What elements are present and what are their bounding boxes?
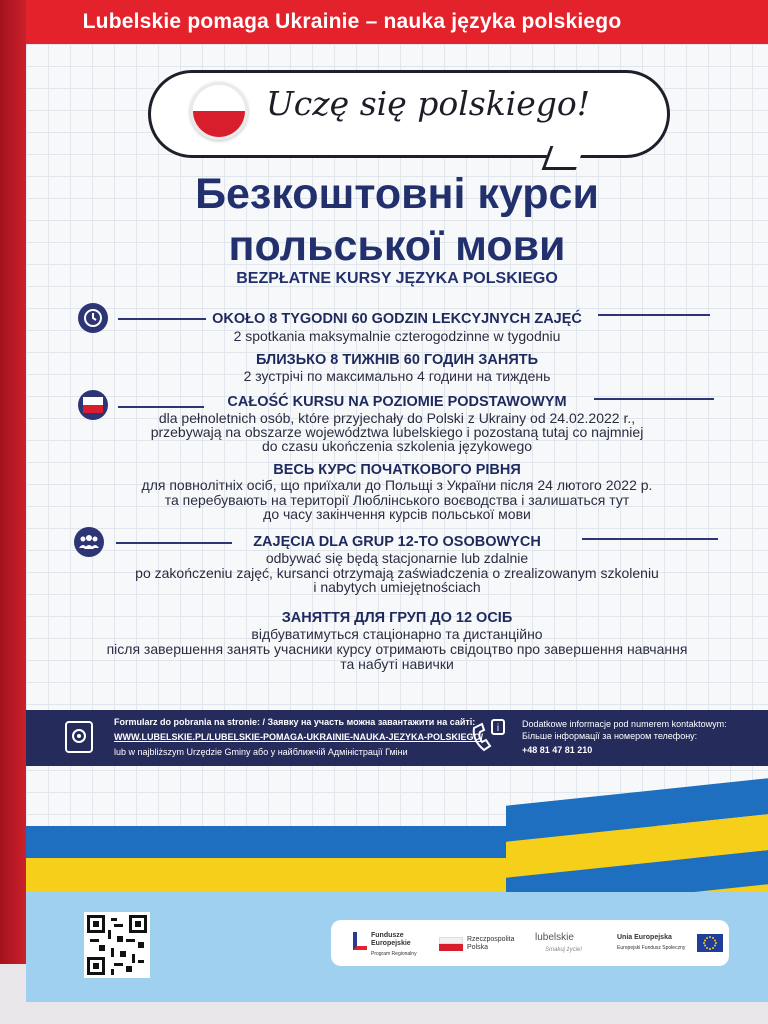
section-2-pl-text-2: przebywają na obszarze województwa lubelskiego i pozostaną tutaj co najmniej <box>150 424 644 440</box>
fe-logo-text: Fundusze Europejskie <box>371 932 411 947</box>
info-bar <box>26 710 768 766</box>
subtitle: BEZPŁATNE KURSY JĘZYKA POLSKIEGO <box>236 270 558 287</box>
section-3-pl-text-1: odbywać się będą stacjonarnie lub zdalnie <box>265 550 529 566</box>
section-3-ua-text-1: відбуватимуться стаціонарно та дистанційно <box>251 626 543 642</box>
section-1-ua-text: 2 зустрічі по максимально 4 години на тиждень <box>243 368 551 384</box>
section-3-pl-text-3: i nabytych umiejętnościach <box>313 579 481 595</box>
section-2-ua-text-3: до часу закінчення курсів польської мови <box>263 506 531 522</box>
section-2-pl-text-1: dla pełnoletnich osób, które przyjechały do Polski z Ukrainy od 24.02.2022 r., <box>158 410 636 426</box>
title-line-1: Безкоштовні курси <box>195 170 599 218</box>
polish-flag-badge <box>190 82 248 140</box>
lubelskie-logo-sub: Smakuj życie! <box>545 947 583 953</box>
title-line-2: польської мови <box>228 222 566 270</box>
bubble-text: Uczę się polskiego! <box>266 84 591 123</box>
polish-flag-logo <box>439 937 463 951</box>
speech-bubble-tail <box>542 146 585 170</box>
section-2-pl-heading: CAŁOŚĆ KURSU NA POZIOMIE PODSTAWOWYM <box>227 394 567 410</box>
section-1-ua-heading: БЛИЗЬКО 8 ТИЖНІВ 60 ГОДИН ЗАНЯТЬ <box>255 352 539 368</box>
fe-logo-sub: Program Regionalny <box>371 951 417 957</box>
contact-label: Dodatkowe informacje pod numerem kontaktowym: <box>522 719 727 729</box>
phone-info-icon <box>468 718 508 763</box>
fe-logo-icon <box>353 932 367 950</box>
ue-logo-sub: Europejski Fundusz Społeczny <box>617 945 686 951</box>
header-title: Lubelskie pomaga Ukrainie – nauka języka polskiego <box>82 10 622 33</box>
section-2-pl-text-3: do czasu ukończenia szkolenia językowego <box>261 438 533 454</box>
section-3-pl-heading: ZAJĘCIA DLA GRUP 12-TO OSOBOWYCH <box>253 534 541 550</box>
poster <box>26 0 768 1002</box>
section-2-ua-heading: ВЕСЬ КУРС ПОЧАТКОВОГО РІВНЯ <box>273 462 521 478</box>
office-text: lub w najbliższym Urzędzie Gminy або у найближчій Адміністрації Гміни <box>114 747 408 757</box>
section-1-pl-heading: OKOŁO 8 TYGODNI 60 GODZIN LEKCYJNYCH ZAJĘĆ <box>212 311 582 327</box>
header-bar <box>26 0 768 44</box>
form-url-link[interactable]: WWW.LUBELSKIE.PL/LUBELSKIE-POMAGA-UKRAINIE-NAUKA-JEZYKA-POLSKIEGO/ <box>114 732 483 742</box>
eu-flag-icon <box>697 934 723 952</box>
qr-code[interactable] <box>84 912 150 978</box>
section-1-pl-text: 2 spotkania maksymalnie czterogodzinne w tygodniu <box>233 328 561 344</box>
section-3-ua-text-2: після завершення занять учасники курсу отримають свідоцтво про завершення навчання <box>106 641 688 657</box>
ue-logo-text: Unia Europejska <box>617 934 672 941</box>
section-2-ua-text-1: для повнолітніх осіб, що приїхали до Польщі з України після 24 лютого 2022 р. <box>141 477 653 493</box>
funding-logos <box>331 920 729 966</box>
contact-label-ua: Більше інформації за номером телефону: <box>522 731 698 741</box>
section-3-pl-text-2: po zakończeniu zajęć, kursanci otrzymają zaświadczenia o zrealizowanym szkoleniu <box>135 565 659 581</box>
form-label: Formularz do pobrania na stronie: / Заявку на участь можна завантажити на сайті: <box>114 717 476 727</box>
section-3-ua-text-3: та набуті навички <box>340 656 454 672</box>
lubelskie-logo-text: lubelskie <box>535 932 574 943</box>
contact-phone: +48 81 47 81 210 <box>522 745 593 755</box>
rp-logo-text: Rzeczpospolita Polska <box>467 936 515 951</box>
svg-text:i: i <box>496 723 500 734</box>
settings-document-icon <box>60 720 98 761</box>
section-2-ua-text-2: та перебувають на території Люблінського воєводства і залишаться тут <box>164 492 630 508</box>
section-3-ua-heading: ЗАНЯТТЯ ДЛЯ ГРУП ДО 12 ОСІБ <box>281 610 513 626</box>
